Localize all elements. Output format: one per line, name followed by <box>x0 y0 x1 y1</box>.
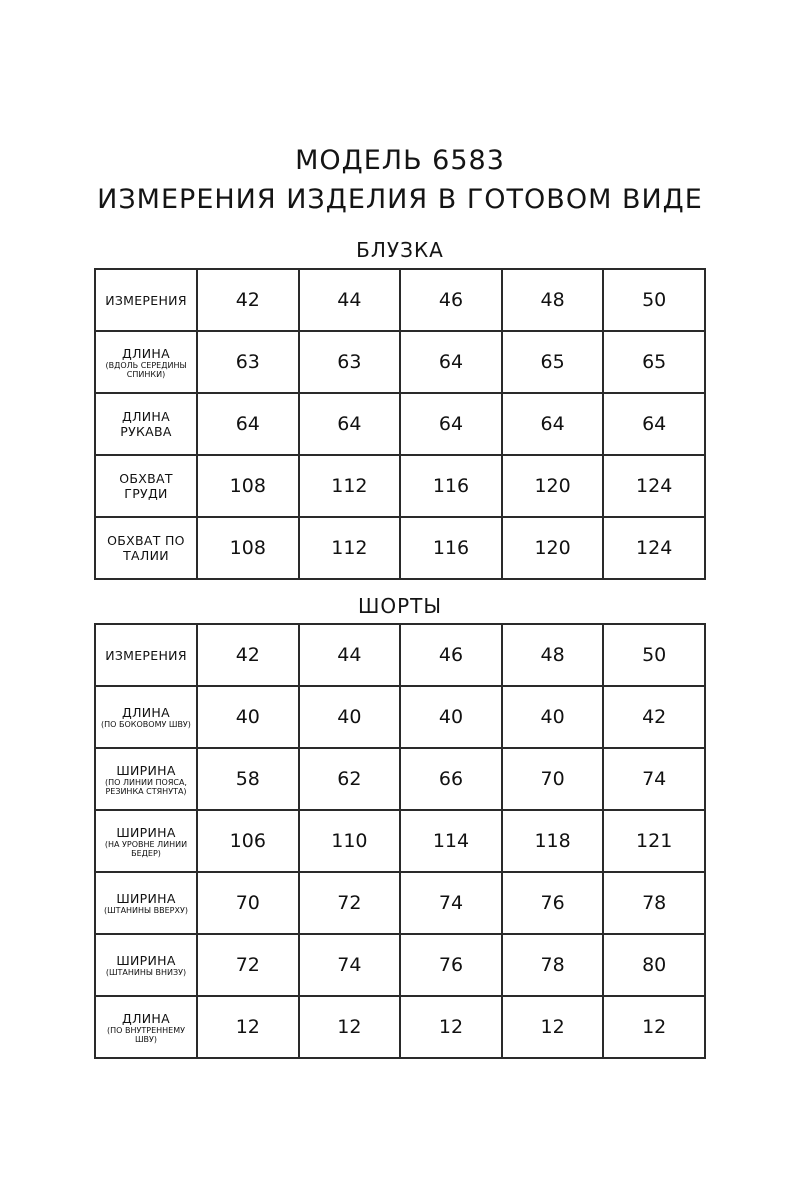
measurement-label-cell <box>95 455 197 517</box>
size-value-cell: 40 <box>400 686 502 748</box>
size-value-cell: 40 <box>197 686 299 748</box>
table-row <box>95 269 705 331</box>
size-value-cell: 78 <box>502 934 604 996</box>
size-value-cell: 58 <box>197 748 299 810</box>
table-row <box>95 748 705 810</box>
size-value-cell: 48 <box>502 269 604 331</box>
shorts-section-title: ШОРТЫ <box>357 594 443 618</box>
table-row <box>95 872 705 934</box>
table-row <box>95 393 705 455</box>
size-value-cell: 48 <box>502 624 604 686</box>
table-row <box>95 686 705 748</box>
table-row <box>95 996 705 1058</box>
size-value-cell: 64 <box>299 393 401 455</box>
measurement-note: (ПО ВНУТРЕННЕМУ ШВУ) <box>107 1025 185 1044</box>
size-value-cell: 12 <box>502 996 604 1058</box>
measurement-label: ШИРИНА <box>116 891 176 906</box>
measurement-label: ИЗМЕРЕНИЯ <box>105 647 187 663</box>
measurement-note: (ВДОЛЬ СЕРЕДИНЫ СПИНКИ) <box>105 360 187 379</box>
size-value-cell: 66 <box>400 748 502 810</box>
size-value-cell: 114 <box>400 810 502 872</box>
measurement-label-cell <box>95 934 197 996</box>
size-value-cell: 124 <box>603 517 705 579</box>
size-value-cell: 65 <box>502 331 604 393</box>
measurement-label-cell <box>95 517 197 579</box>
measurement-label-cell <box>95 269 197 331</box>
page-subtitle: ИЗМЕРЕНИЯ ИЗДЕЛИЯ В ГОТОВОМ ВИДЕ <box>97 184 703 215</box>
measurement-label: ШИРИНА <box>116 824 176 840</box>
measurement-label: ДЛИНА <box>122 345 170 361</box>
shorts-size-table <box>94 623 706 1059</box>
measurement-label: ОБХВАТ ГРУДИ <box>119 471 173 501</box>
size-value-cell: 80 <box>603 934 705 996</box>
table-row <box>95 331 705 393</box>
size-value-cell: 62 <box>299 748 401 810</box>
measurement-note: (ШТАНИНЫ ВНИЗУ) <box>105 968 187 977</box>
measurement-label: ШИРИНА <box>116 762 176 778</box>
size-value-cell: 112 <box>299 455 401 517</box>
size-value-cell: 64 <box>400 331 502 393</box>
size-value-cell: 44 <box>299 269 401 331</box>
measurement-label-cell <box>95 872 197 934</box>
size-value-cell: 120 <box>502 455 604 517</box>
size-value-cell: 74 <box>400 872 502 934</box>
measurement-label-cell <box>95 331 197 393</box>
size-value-cell: 50 <box>603 624 705 686</box>
measurement-label: ДЛИНА <box>122 705 170 720</box>
size-value-cell: 76 <box>502 872 604 934</box>
size-value-cell: 70 <box>502 748 604 810</box>
size-value-cell: 118 <box>502 810 604 872</box>
size-value-cell: 120 <box>502 517 604 579</box>
size-value-cell: 110 <box>299 810 401 872</box>
size-value-cell: 64 <box>400 393 502 455</box>
size-value-cell: 12 <box>197 996 299 1058</box>
size-value-cell: 63 <box>299 331 401 393</box>
measurement-label: ДЛИНА <box>122 1010 170 1026</box>
size-value-cell: 63 <box>197 331 299 393</box>
measurement-note: (ПО БОКОВОМУ ШВУ) <box>101 720 191 729</box>
size-value-cell: 72 <box>197 934 299 996</box>
table-row <box>95 810 705 872</box>
size-value-cell: 64 <box>603 393 705 455</box>
size-value-cell: 106 <box>197 810 299 872</box>
measurement-label-cell <box>95 393 197 455</box>
size-value-cell: 12 <box>299 996 401 1058</box>
size-value-cell: 70 <box>197 872 299 934</box>
table-row <box>95 934 705 996</box>
measurement-label-cell <box>95 686 197 748</box>
size-value-cell: 50 <box>603 269 705 331</box>
size-value-cell: 12 <box>603 996 705 1058</box>
size-value-cell: 72 <box>299 872 401 934</box>
table-row <box>95 455 705 517</box>
measurement-note: (ПО ЛИНИИ ПОЯСА, РЕЗИНКА СТЯНУТА) <box>105 777 187 796</box>
size-value-cell: 42 <box>197 269 299 331</box>
size-value-cell: 78 <box>603 872 705 934</box>
model-title: МОДЕЛЬ 6583 <box>295 145 505 176</box>
measurement-note: (ШТАНИНЫ ВВЕРХУ) <box>104 906 188 915</box>
size-value-cell: 65 <box>603 331 705 393</box>
size-value-cell: 42 <box>197 624 299 686</box>
measurement-note: (НА УРОВНЕ ЛИНИИ БЕДЕР) <box>104 839 188 858</box>
measurement-label-cell <box>95 996 197 1058</box>
size-value-cell: 46 <box>400 624 502 686</box>
size-value-cell: 46 <box>400 269 502 331</box>
size-value-cell: 121 <box>603 810 705 872</box>
size-value-cell: 12 <box>400 996 502 1058</box>
size-value-cell: 76 <box>400 934 502 996</box>
size-value-cell: 108 <box>197 517 299 579</box>
measurement-label: ШИРИНА <box>116 953 176 968</box>
measurement-label-cell <box>95 624 197 686</box>
measurement-label-cell <box>95 748 197 810</box>
size-value-cell: 116 <box>400 455 502 517</box>
measurement-label: ИЗМЕРЕНИЯ <box>105 292 187 308</box>
blouse-section-title: БЛУЗКА <box>356 238 444 262</box>
size-value-cell: 124 <box>603 455 705 517</box>
size-value-cell: 40 <box>502 686 604 748</box>
size-value-cell: 74 <box>299 934 401 996</box>
measurement-label-cell <box>95 810 197 872</box>
size-value-cell: 112 <box>299 517 401 579</box>
measurement-label: ОБХВАТ ПО ТАЛИИ <box>107 533 185 563</box>
size-value-cell: 44 <box>299 624 401 686</box>
measurement-label: ДЛИНА РУКАВА <box>120 409 172 439</box>
table-row <box>95 624 705 686</box>
blouse-size-table <box>94 268 706 580</box>
size-value-cell: 42 <box>603 686 705 748</box>
size-value-cell: 64 <box>502 393 604 455</box>
size-value-cell: 74 <box>603 748 705 810</box>
table-row <box>95 517 705 579</box>
size-value-cell: 108 <box>197 455 299 517</box>
size-value-cell: 64 <box>197 393 299 455</box>
size-value-cell: 116 <box>400 517 502 579</box>
size-value-cell: 40 <box>299 686 401 748</box>
